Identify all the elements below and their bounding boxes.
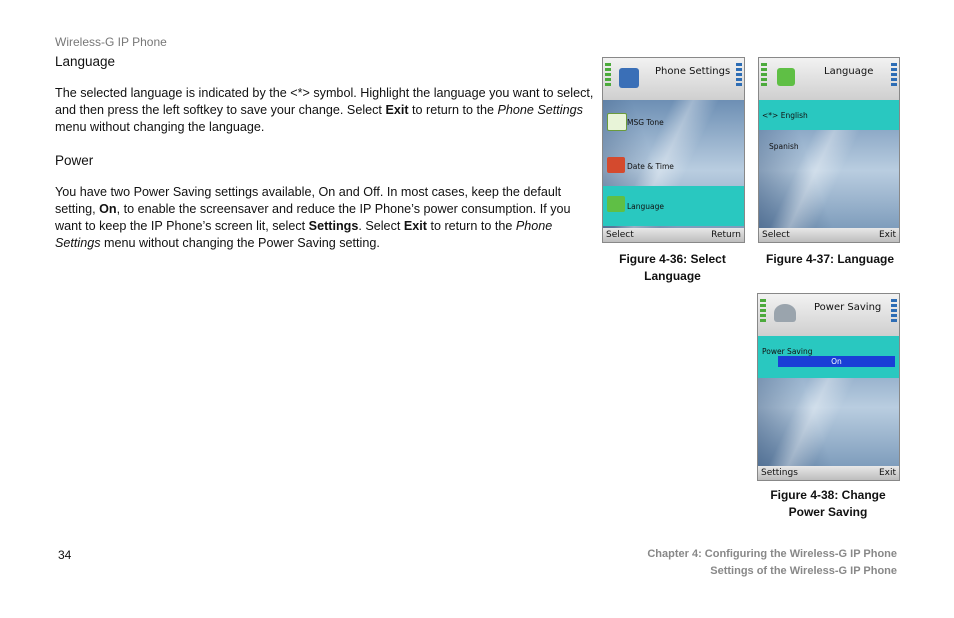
menu-item-label: Date & Time bbox=[627, 162, 674, 171]
footer-chapter: Chapter 4: Configuring the Wireless-G IP Phone bbox=[647, 548, 897, 560]
text-bold: On bbox=[99, 202, 117, 216]
text-bold: Exit bbox=[385, 103, 409, 117]
screen-title: Power Saving bbox=[814, 302, 882, 313]
menu-item-msg-tone bbox=[603, 108, 744, 134]
language-option-spanish bbox=[759, 138, 899, 158]
screen-header bbox=[759, 58, 899, 100]
right-softkey[interactable]: Return bbox=[711, 230, 741, 240]
menu-item-language bbox=[603, 186, 744, 226]
screen-header bbox=[758, 294, 899, 336]
option-label: Spanish bbox=[769, 142, 799, 151]
right-softkey[interactable]: Exit bbox=[878, 468, 896, 478]
text: , to enable the screensaver and reduce the IP Phone’s power consumption. If you want to keep the IP Phone’s screen lit, select bbox=[55, 202, 571, 233]
field-label: Power Saving bbox=[762, 347, 813, 356]
text-bold: Exit bbox=[403, 219, 427, 233]
figure-36-phone-screen bbox=[602, 57, 745, 243]
power-paragraph bbox=[55, 184, 600, 252]
figure-37-phone-screen bbox=[758, 57, 900, 243]
menu-item-label: MSG Tone bbox=[627, 118, 664, 127]
caption-line: Figure 4-36: Select bbox=[619, 252, 726, 266]
screen-title: Language bbox=[824, 66, 874, 77]
field-value: On bbox=[831, 357, 842, 366]
screen-body bbox=[603, 100, 744, 228]
menu-item-date-time bbox=[603, 152, 744, 178]
text-italic: Phone Settings bbox=[497, 103, 583, 117]
text-italic: Phone Settings bbox=[55, 219, 553, 250]
screen-body bbox=[758, 336, 899, 466]
settings-icon bbox=[619, 68, 639, 88]
figure-38-caption bbox=[748, 487, 908, 521]
text: to return to the bbox=[408, 103, 498, 117]
battery-icon bbox=[891, 63, 897, 93]
screen-body bbox=[759, 100, 899, 228]
softkey-bar bbox=[603, 228, 744, 242]
signal-icon bbox=[605, 63, 611, 93]
running-header: Wireless-G IP Phone bbox=[55, 35, 167, 49]
signal-icon bbox=[761, 63, 767, 93]
language-heading: Language bbox=[55, 54, 116, 69]
figure-36-caption bbox=[602, 251, 743, 285]
envelope-icon bbox=[607, 113, 627, 131]
option-label: <*> English bbox=[762, 111, 808, 120]
text: . Select bbox=[358, 219, 404, 233]
text: The selected language is indicated by the <*> symbol. Highlight the language you want to select, and then press the left softkey to save your change. Select bbox=[55, 86, 594, 117]
page-number: 34 bbox=[58, 548, 72, 562]
right-softkey[interactable]: Exit bbox=[878, 230, 896, 240]
softkey-bar bbox=[758, 466, 899, 480]
text: to return to the bbox=[426, 219, 516, 233]
screen-title: Phone Settings bbox=[655, 66, 731, 77]
left-softkey[interactable]: Select bbox=[762, 230, 790, 240]
field-value-bar[interactable] bbox=[778, 356, 895, 367]
text-bold: Settings bbox=[308, 219, 359, 233]
caption-line: Figure 4-38: Change bbox=[770, 488, 886, 502]
language-option-english bbox=[759, 100, 899, 130]
signal-icon bbox=[760, 299, 766, 329]
text: You have two Power Saving settings available, On and Off. In most cases, keep the default setting, bbox=[55, 185, 562, 216]
language-icon bbox=[777, 68, 795, 86]
screen-header bbox=[603, 58, 744, 100]
figure-38-phone-screen bbox=[757, 293, 900, 481]
softkey-bar bbox=[759, 228, 899, 242]
left-softkey[interactable]: Settings bbox=[761, 468, 798, 478]
text: menu without changing the language. bbox=[55, 120, 265, 134]
caption-line: Figure 4-37: Language bbox=[765, 252, 895, 266]
battery-icon bbox=[736, 63, 742, 93]
left-softkey[interactable]: Select bbox=[606, 230, 634, 240]
caption-line: Power Saving bbox=[788, 505, 868, 519]
calendar-icon bbox=[607, 157, 625, 173]
text: menu without changing the Power Saving setting. bbox=[100, 236, 380, 250]
figure-37-caption bbox=[750, 251, 910, 268]
language-icon bbox=[607, 196, 625, 212]
language-paragraph bbox=[55, 85, 595, 136]
power-saving-field bbox=[758, 336, 899, 378]
caption-line: Language bbox=[644, 269, 701, 283]
footer-section: Settings of the Wireless-G IP Phone bbox=[710, 565, 897, 577]
battery-icon bbox=[891, 299, 897, 329]
power-heading: Power bbox=[55, 153, 94, 168]
power-saving-icon bbox=[774, 304, 796, 322]
menu-item-label: Language bbox=[627, 202, 665, 211]
